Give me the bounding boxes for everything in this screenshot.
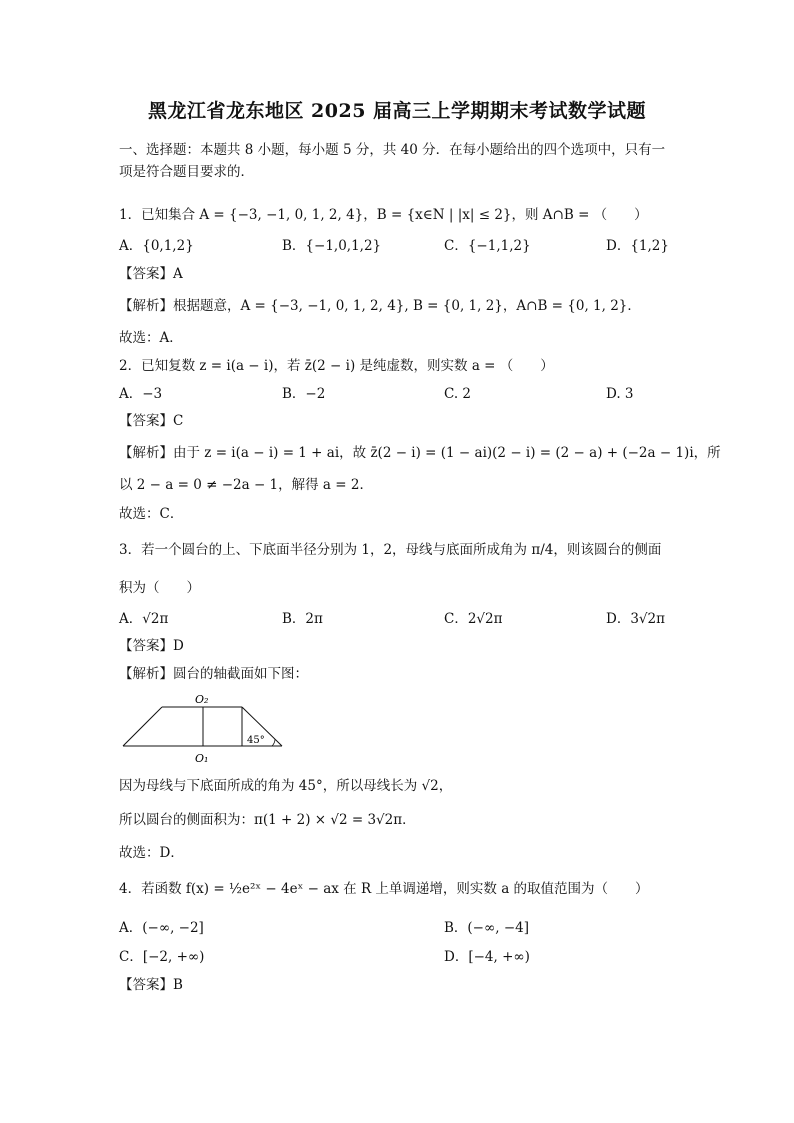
section-instructions-line2: 项是符合题目要求的． — [119, 164, 254, 180]
q3-explanation-line2: 所以圆台的侧面积为：π(1 + 2) × √2 = 3√2π． — [119, 812, 416, 828]
q2-answer: 【答案】C — [119, 413, 184, 429]
q3-conclusion: 故选：D． — [119, 845, 184, 861]
figure-angle-arc — [272, 739, 275, 746]
q3-stem-line2: 积为（ ） — [119, 580, 200, 596]
q1-stem: 1．已知集合 A = {−3, −1, 0, 1, 2, 4}，B = {x∈N | |x| ≤ 2}，则 A∩B = （ ） — [119, 207, 648, 223]
q3-option-d: D．3√2π — [606, 611, 665, 627]
q3-option-b: B．2π — [282, 611, 323, 627]
q3-explanation-line1: 因为母线与下底面所成的角为 45°，所以母线长为 √2， — [119, 778, 453, 794]
q3-option-c: C．2√2π — [444, 611, 503, 627]
q1-option-d: D．{1,2} — [606, 238, 669, 254]
q3-analysis: 【解析】圆台的轴截面如下图： — [119, 666, 308, 682]
q4-option-a: A．(−∞, −2] — [119, 920, 204, 936]
frustum-cross-section-figure — [118, 690, 288, 770]
q4-option-d: D．[−4, +∞) — [444, 949, 530, 965]
figure-label-angle: 45° — [247, 735, 265, 746]
q2-option-d: D. 3 — [606, 386, 634, 402]
q2-conclusion: 故选：C． — [119, 506, 184, 522]
q2-analysis-line2: 以 2 − a = 0 ≠ −2a − 1，解得 a = 2． — [119, 477, 373, 493]
figure-label-o1: O₁ — [195, 752, 209, 765]
q2-analysis-line1: 【解析】由于 z = i(a − i) = 1 + ai，故 z̄(2 − i) = (1 − ai)(2 − i) = (2 − a) + (−2a − 1)i，所 — [119, 445, 721, 461]
q2-option-b: B．−2 — [282, 386, 326, 402]
q1-option-c: C．{−1,1,2} — [444, 238, 531, 254]
q4-option-c: C．[−2, +∞) — [119, 949, 205, 965]
q1-conclusion: 故选：A． — [119, 330, 183, 346]
q4-stem: 4．若函数 f(x) = ½e²ˣ − 4eˣ − ax 在 R 上单调递增，则实数 a 的取值范围为（ ） — [119, 881, 649, 897]
q1-option-a: A．{0,1,2} — [119, 238, 194, 254]
q1-answer: 【答案】A — [119, 266, 183, 282]
q2-option-a: A．−3 — [119, 386, 163, 402]
q4-option-b: B．(−∞, −4] — [444, 920, 529, 936]
q2-option-c: C. 2 — [444, 386, 472, 402]
q1-analysis: 【解析】根据题意，A = {−3, −1, 0, 1, 2, 4}, B = {0, 1, 2}，A∩B = {0, 1, 2}． — [119, 298, 641, 314]
page-title: 黑龙江省龙东地区 2025 届高三上学期期末考试数学试题 — [147, 100, 647, 122]
q3-option-a: A．√2π — [119, 611, 169, 627]
figure-left-slant — [123, 707, 162, 746]
q1-option-b: B．{−1,0,1,2} — [282, 238, 382, 254]
figure-label-o2: O₂ — [195, 693, 209, 706]
q2-stem: 2．已知复数 z = i(a − i)，若 z̄(2 − i) 是纯虚数，则实数 a = （ ） — [119, 358, 554, 374]
q3-answer: 【答案】D — [119, 638, 184, 654]
section-instructions-line1: 一、选择题：本题共 8 小题，每小题 5 分，共 40 分．在每小题给出的四个选项中，只有一 — [119, 142, 666, 158]
q3-stem-line1: 3．若一个圆台的上、下底面半径分别为 1，2，母线与底面所成角为 π/4，则该圆台的侧面 — [119, 542, 662, 558]
q4-answer: 【答案】B — [119, 977, 183, 993]
